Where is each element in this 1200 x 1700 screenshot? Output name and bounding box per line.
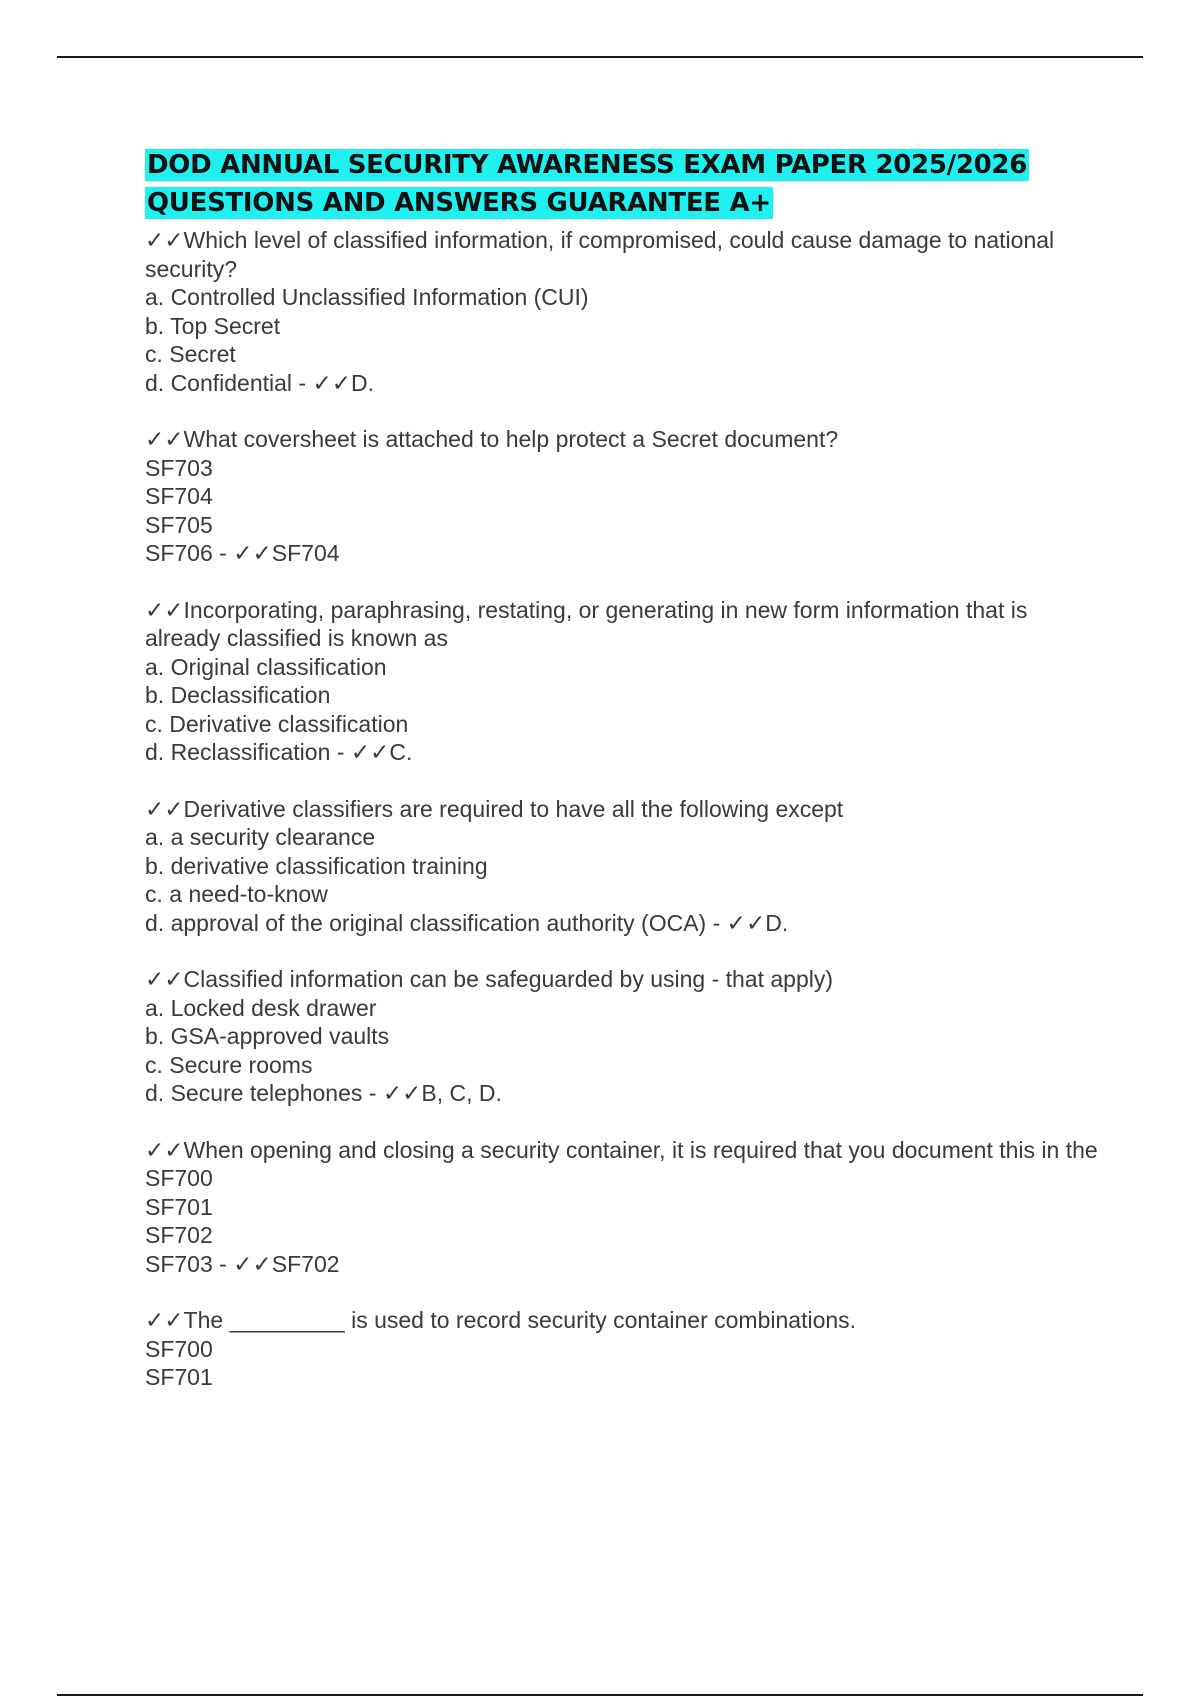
correct-answer: D. [351, 369, 375, 396]
answer-option: d. Confidential - ✓✓D. [145, 369, 375, 396]
title-highlight: DOD ANNUAL SECURITY AWARENESS EXAM PAPER 2025/2026 QUESTIONS AND ANSWERS GUARANTEE A+ [147, 150, 1027, 218]
check-mark-icon: ✓✓ [145, 966, 184, 992]
check-mark-icon: ✓✓ [145, 426, 184, 452]
bottom-divider [57, 1694, 1143, 1696]
question-text: ✓✓The _________ is used to record security container combinations. [145, 1307, 857, 1333]
question-block [145, 965, 1105, 1108]
answer-option: SF700 [145, 1165, 213, 1191]
answer-option: SF706 - ✓✓SF704 [145, 540, 340, 566]
correct-answer: B, C, D. [421, 1080, 502, 1106]
answer-option: d. Reclassification - ✓✓C. [145, 739, 413, 765]
document-body [145, 146, 1105, 1420]
check-mark-icon: ✓✓ [145, 596, 184, 623]
check-mark-icon: ✓✓ [312, 369, 352, 396]
answer-option: c. Secret [145, 341, 236, 367]
check-mark-icon: ✓✓ [145, 227, 184, 253]
answer-option: SF704 [145, 483, 213, 509]
check-mark-icon: ✓✓ [145, 1307, 184, 1333]
check-mark-icon: ✓✓ [233, 1250, 272, 1277]
answer-option: b. Declassification [145, 682, 331, 708]
answer-option: SF701 [145, 1193, 213, 1220]
answer-option: c. Derivative classification [145, 710, 409, 737]
answer-option: SF701 [145, 1364, 213, 1390]
check-mark-icon: ✓✓ [145, 795, 184, 822]
check-mark-icon: ✓✓ [350, 739, 390, 765]
top-divider [57, 56, 1143, 58]
answer-option: a. a security clearance [145, 824, 376, 850]
question-text: ✓✓When opening and closing a security container, it is required that you document this in the [145, 1136, 1098, 1163]
answer-option: SF703 - ✓✓SF702 [145, 1250, 340, 1277]
answer-option: b. derivative classification training [145, 852, 488, 879]
question-text: ✓✓Derivative classifiers are required to have all the following except [145, 795, 844, 822]
question-block [145, 596, 1105, 767]
answer-option: SF703 [145, 454, 213, 481]
answer-option: d. Secure telephones - ✓✓B, C, D. [145, 1080, 502, 1106]
correct-answer: D. [765, 909, 789, 936]
answer-option: SF700 [145, 1335, 213, 1362]
question-block [145, 1136, 1105, 1279]
question-text: ✓✓Classified information can be safeguarded by using - that apply) [145, 966, 834, 992]
question-list [145, 226, 1105, 1392]
answer-option: a. Controlled Unclassified Information (CUI) [145, 284, 589, 310]
correct-answer: C. [389, 739, 413, 765]
question-text: ✓✓Incorporating, paraphrasing, restating, or generating in new form information that is already classified is known as [145, 596, 1028, 651]
answer-option: c. Secure rooms [145, 1051, 313, 1078]
check-mark-icon: ✓✓ [382, 1080, 422, 1106]
answer-option: b. Top Secret [145, 312, 281, 339]
answer-option: a. Locked desk drawer [145, 994, 377, 1021]
check-mark-icon: ✓✓ [145, 1136, 184, 1163]
question-block [145, 795, 1105, 938]
question-block [145, 1306, 1105, 1392]
answer-option: a. Original classification [145, 653, 387, 680]
answer-option: SF702 [145, 1222, 213, 1248]
question-block [145, 226, 1105, 397]
answer-option: SF705 [145, 511, 213, 538]
question-text: ✓✓Which level of classified information, if compromised, could cause damage to national security? [145, 227, 1055, 282]
correct-answer: SF704 [271, 540, 340, 566]
answer-option: b. GSA-approved vaults [145, 1023, 390, 1049]
answer-option: c. a need-to-know [145, 881, 328, 907]
question-block [145, 425, 1105, 568]
check-mark-icon: ✓✓ [233, 540, 272, 566]
question-text: ✓✓What coversheet is attached to help protect a Secret document? [145, 426, 839, 452]
correct-answer: SF702 [271, 1250, 340, 1277]
document-title [145, 146, 1105, 222]
check-mark-icon: ✓✓ [726, 909, 766, 936]
answer-option: d. approval of the original classification authority (OCA) - ✓✓D. [145, 909, 789, 936]
